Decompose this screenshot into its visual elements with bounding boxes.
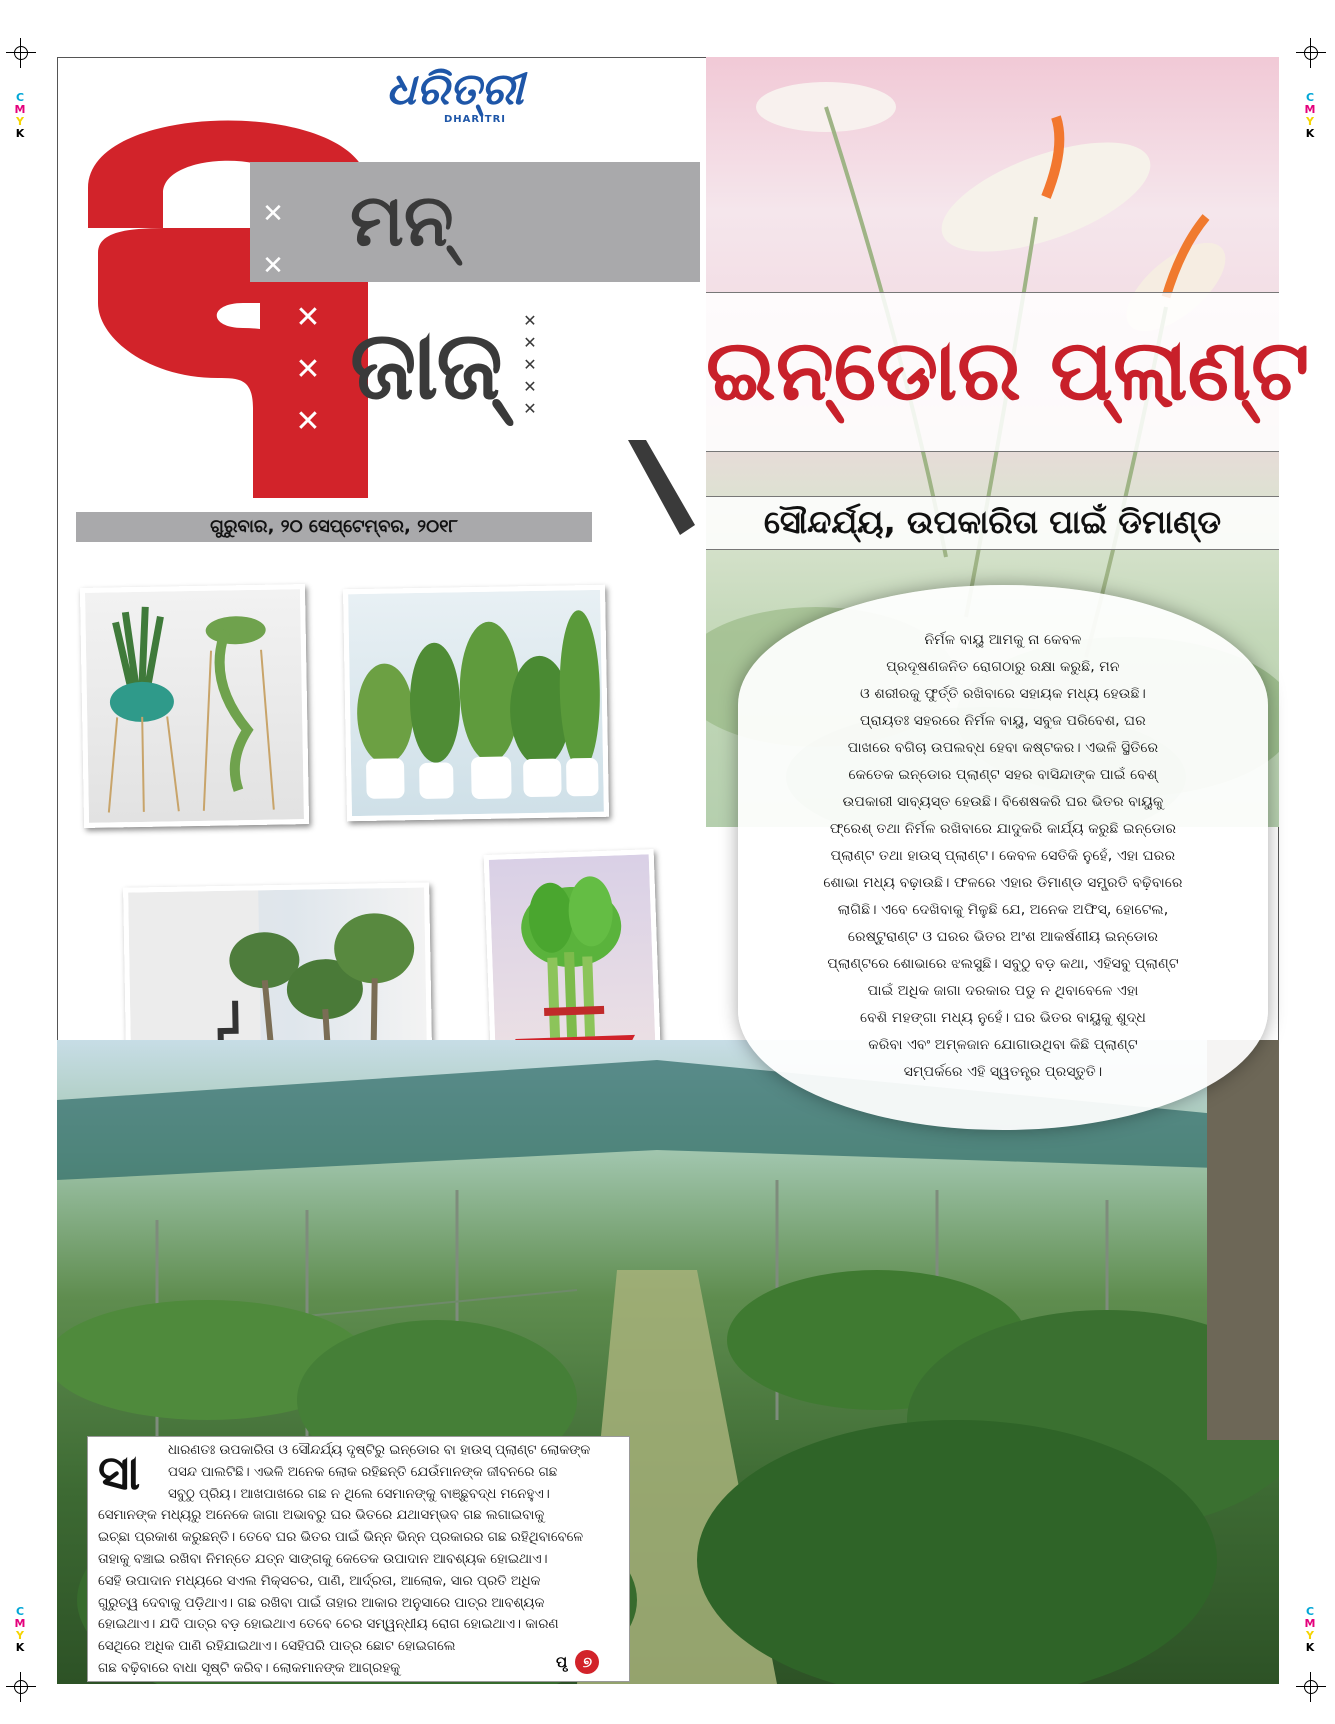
- brand-logo: [360, 66, 550, 125]
- star-icon: ✕: [295, 300, 321, 335]
- intro-oval: [738, 585, 1268, 1130]
- cmyk-strip-bottom-right: [1304, 1606, 1316, 1654]
- intro-line: ଶୋଭା ମଧ୍ୟ ବଢ଼ାଉଛି। ଫଳରେ ଏହାର ଡିମାଣ୍ଡ ସମ୍ପ୍ରତି ବଢ଼ିବାରେ: [823, 875, 1183, 891]
- registration-mark-top-right: [1296, 38, 1326, 68]
- continued-label: ପୃ: [556, 1653, 568, 1671]
- intro-line: ପାଖରେ ବଗିଚା ଉପଲବ୍ଧ ହେବା କଷ୍ଟକର। ଏଭଳି ସ୍ଥିତିରେ: [847, 740, 1159, 756]
- body-line: ସେହି ଉପାଦାନ ମଧ୍ୟରେ ସଏଲ ମିକ୍ସଚର, ପାଣି, ଆର୍ଦ୍ରତା, ଆଲୋକ, ସାର ପ୍ରତି ଅଧିକ: [98, 1573, 541, 1589]
- intro-line: ରେଷ୍ଟୁରାଣ୍ଟ ଓ ଘରର ଭିତର ଅଂଶ ଆକର୍ଷଣୀୟ ଇନ୍‌ଡୋର: [847, 929, 1159, 945]
- star-icon: ✕: [523, 311, 537, 330]
- cmyk-c: C: [15, 91, 25, 104]
- cmyk-m: M: [14, 103, 26, 116]
- brand-name-odia: ଧରିତ୍ରୀ: [386, 64, 524, 115]
- body-line: ଧାରଣତଃ ଉପକାରିତା ଓ ସୌନ୍ଦର୍ଯ୍ୟ ଦୃଷ୍ଟିରୁ ଇନ୍‌ଡୋର ବା ହାଉସ୍ ପ୍ଲାଣ୍ଟ ଲୋକଙ୍କ: [168, 1443, 591, 1458]
- cmyk-y: Y: [16, 115, 24, 128]
- grey-title-band: [250, 162, 700, 282]
- intro-line: ପାଇଁ ଅଧିକ ଜାଗା ଦରକାର ପଡୁ ନ ଥିବାବେଳେ ଏହା: [867, 983, 1139, 999]
- cmyk-c: C: [1305, 91, 1315, 104]
- brand-name-latin: DHARITRI: [443, 114, 507, 125]
- body-line: ସବୁଠୁ ପ୍ରିୟ। ଆଖପାଖରେ ଗଛ ନ ଥିଲେ ସେମାନଙ୍କୁ ବାଞ୍ଛୁବଦ୍ଧ ମନେହୁଏ।: [168, 1486, 550, 1502]
- big-letter-text: [60, 60, 61, 61]
- masthead-word-bottom: ଜାଜ୍: [350, 309, 501, 421]
- body-line: ପସନ୍ଦ ପାଲଟିଛି। ଏଭଳି ଅନେକ ଲୋକ ରହିଛନ୍ତି ଯେଉଁମାନଙ୍କ ଜୀବନରେ ଗଛ: [168, 1464, 558, 1480]
- intro-line: ଓ ଶରୀରକୁ ଫୁର୍ତ୍ତି ରଖିବାରେ ସହାୟକ ମଧ୍ୟ ହେଉଛି।: [860, 686, 1146, 702]
- intro-line: କେତେକ ଇନ୍‌ଡୋର ପ୍ଲାଣ୍ଟ ସହର ବାସିନ୍ଦାଙ୍କ ପାଇଁ ବେଶ୍: [848, 767, 1158, 783]
- date-line: ଗୁରୁବାର, ୨୦ ସେପ୍ଟେମ୍ବର, ୨୦୧୮: [210, 516, 458, 537]
- body-line: ଗୁରୁତ୍ୱ ଦେବାକୁ ପଡ଼ିଥାଏ। ଗଛ ରଖିବା ପାଇଁ ତାହାର ଆକାର ଅନୁସାରେ ପାତ୍ର ଆବଶ୍ୟକ: [98, 1595, 545, 1611]
- photo-plant-stands: [80, 584, 309, 828]
- continued-page-number: ୭: [575, 1650, 599, 1674]
- intro-line: ପ୍ଲାଣ୍ଟ ତଥା ହାଉସ୍ ପ୍ଲାଣ୍ଟ। କେବଳ ସେତିକି ନୁହେଁ, ଏହା ଘରର: [830, 848, 1176, 864]
- potted-plants-illustration: [348, 590, 604, 816]
- body-line: ସେମାନଙ୍କ ମଧ୍ୟରୁ ଅନେକେ ଜାଗା ଅଭାବରୁ ଘର ଭିତରେ ଯଥାସମ୍ଭବ ଗଛ ଲଗାଇବାକୁ: [98, 1508, 545, 1524]
- cmyk-m: M: [1304, 103, 1316, 116]
- plant-stands-illustration: [85, 589, 304, 823]
- intro-line: ସମ୍ପର୍କରେ ଏହି ସ୍ୱତନ୍ତ୍ର ପ୍ରସ୍ତୁତି।: [903, 1064, 1103, 1080]
- cmyk-m: M: [14, 1617, 26, 1630]
- cmyk-k: K: [1305, 1641, 1315, 1654]
- cmyk-k: K: [15, 1641, 25, 1654]
- body-line: ହୋଇଥାଏ। ଯଦି ପାତ୍ର ବଡ଼ ହୋଇଥାଏ ତେବେ ଚେର ସମ୍ୱନ୍ଧୀୟ ରୋଗ ହୋଇଥାଏ। କାରଣ: [98, 1617, 559, 1633]
- star-stack: [268, 292, 348, 448]
- registration-mark-bottom-right: [1296, 1672, 1326, 1702]
- cmyk-strip-top-right: [1304, 92, 1316, 140]
- registration-mark-bottom-left: [6, 1672, 36, 1702]
- intro-line: ପ୍ରଦୂଷଣଜନିତ ରୋଗଠାରୁ ରକ୍ଷା କରୁଛି, ମନ: [886, 659, 1120, 675]
- cmyk-y: Y: [16, 1629, 24, 1642]
- star-icon: ✕: [523, 333, 537, 352]
- cmyk-c: C: [1305, 1605, 1315, 1618]
- intro-line: ବେଶି ମହଙ୍ଗା ମଧ୍ୟ ନୁହେଁ। ଘର ଭିତର ବାୟୁକୁ ଶୁଦ୍ଧ: [860, 1010, 1146, 1026]
- star-icon: ✕: [262, 251, 284, 281]
- cmyk-y: Y: [1306, 1629, 1314, 1642]
- body-line: ଇଚ୍ଛା ପ୍ରକାଶ କରୁଛନ୍ତି। ତେବେ ଘର ଭିତର ପାଇଁ ଭିନ୍ନ ଭିନ୍ନ ପ୍ରକାରର ଗଛ ରହିଥିବାବେଳେ: [98, 1530, 584, 1546]
- drop-cap: ସା: [98, 1445, 141, 1501]
- body-text: [98, 1440, 624, 1680]
- cmyk-c: C: [15, 1605, 25, 1618]
- cmyk-strip-top-left: [14, 92, 26, 140]
- star-icon: ✕: [523, 399, 537, 418]
- subheadline: ସୌନ୍ଦର୍ଯ୍ୟ, ଉପକାରିତା ପାଇଁ ଡିମାଣ୍ଡ: [763, 503, 1222, 541]
- cmyk-k: K: [1305, 127, 1315, 140]
- photo-potted-plants-row: [343, 585, 609, 822]
- intro-line: ଉପକାରୀ ସାବ୍ୟସ୍ତ ହେଉଛି। ବିଶେଷକରି ଘର ଭିତର ବାୟୁକୁ: [842, 794, 1164, 810]
- slash-accent-shape: [620, 440, 700, 540]
- cmyk-y: Y: [1306, 115, 1314, 128]
- cmyk-k: K: [15, 127, 25, 140]
- masthead-word-top: ମନ୍: [350, 178, 454, 262]
- star-icon: ✕: [523, 355, 537, 374]
- body-line: ତାହାକୁ ବଞ୍ଚାଇ ରଖିବା ନିମନ୍ତେ ଯତ୍ନ ସାଙ୍ଗକୁ କେତେକ ଉପାଦାନ ଆବଶ୍ୟକ ହୋଇଥାଏ।: [98, 1551, 548, 1567]
- cmyk-m: M: [1304, 1617, 1316, 1630]
- star-icon: ✕: [523, 377, 537, 396]
- body-line: ଗଛ ବଢ଼ିବାରେ ବାଧା ସୃଷ୍ଟି କରିବ। ଲୋକମାନଙ୍କ ଆଗ୍ରହକୁ: [98, 1660, 401, 1676]
- intro-line: ଫ୍ରେଶ୍ ତଥା ନିର୍ମଳ ରଖିବାରେ ଯାଦୁକରି କାର୍ଯ୍ୟ କରୁଛି ଇନ୍‌ଡୋର: [829, 821, 1177, 837]
- intro-line: ପ୍ଲାଣ୍ଟରେ ଶୋଭାରେ ଝଲସୁଛି। ସବୁଠୁ ବଡ଼ କଥା, ଏହିସବୁ ପ୍ଲାଣ୍ଟ: [827, 956, 1179, 972]
- continued-marker: [556, 1650, 599, 1674]
- star-icon: ✕: [295, 404, 321, 439]
- mini-star-column: [515, 310, 545, 420]
- intro-line: କରିବା ଏବଂ ଅମ୍ଳଜାନ ଯୋଗାଉଥିବା କିଛି ପ୍ଲାଣ୍ଟ: [868, 1037, 1138, 1053]
- intro-line: ଲାଗିଛି। ଏବେ ଦେଖିବାକୁ ମିଳୁଛି ଯେ, ଅନେକ ଅଫିସ୍, ହୋଟେଲ,: [837, 902, 1169, 918]
- intro-line: ନିର୍ମଳ ବାୟୁ ଆମକୁ ନା କେବଳ: [924, 632, 1082, 648]
- cmyk-strip-bottom-left: [14, 1606, 26, 1654]
- headline: ଇନ୍‌ଡୋର ପ୍ଲାଣ୍ଟ: [706, 321, 1310, 419]
- star-icon: ✕: [295, 352, 321, 387]
- intro-line: ପ୍ରାୟତଃ ସହରରେ ନିର୍ମଳ ବାୟୁ, ସବୁଜ ପରିବେଶ, ଘର: [860, 713, 1146, 729]
- body-line: ସେଥିରେ ଅଧିକ ପାଣି ରହିଯାଇଥାଏ। ସେହିପରି ପାତ୍ର ଛୋଟ ହୋଇଗଲେ: [98, 1639, 456, 1655]
- star-icon: ✕: [262, 199, 284, 229]
- registration-mark-top-left: [6, 38, 36, 68]
- masthead: [60, 60, 700, 550]
